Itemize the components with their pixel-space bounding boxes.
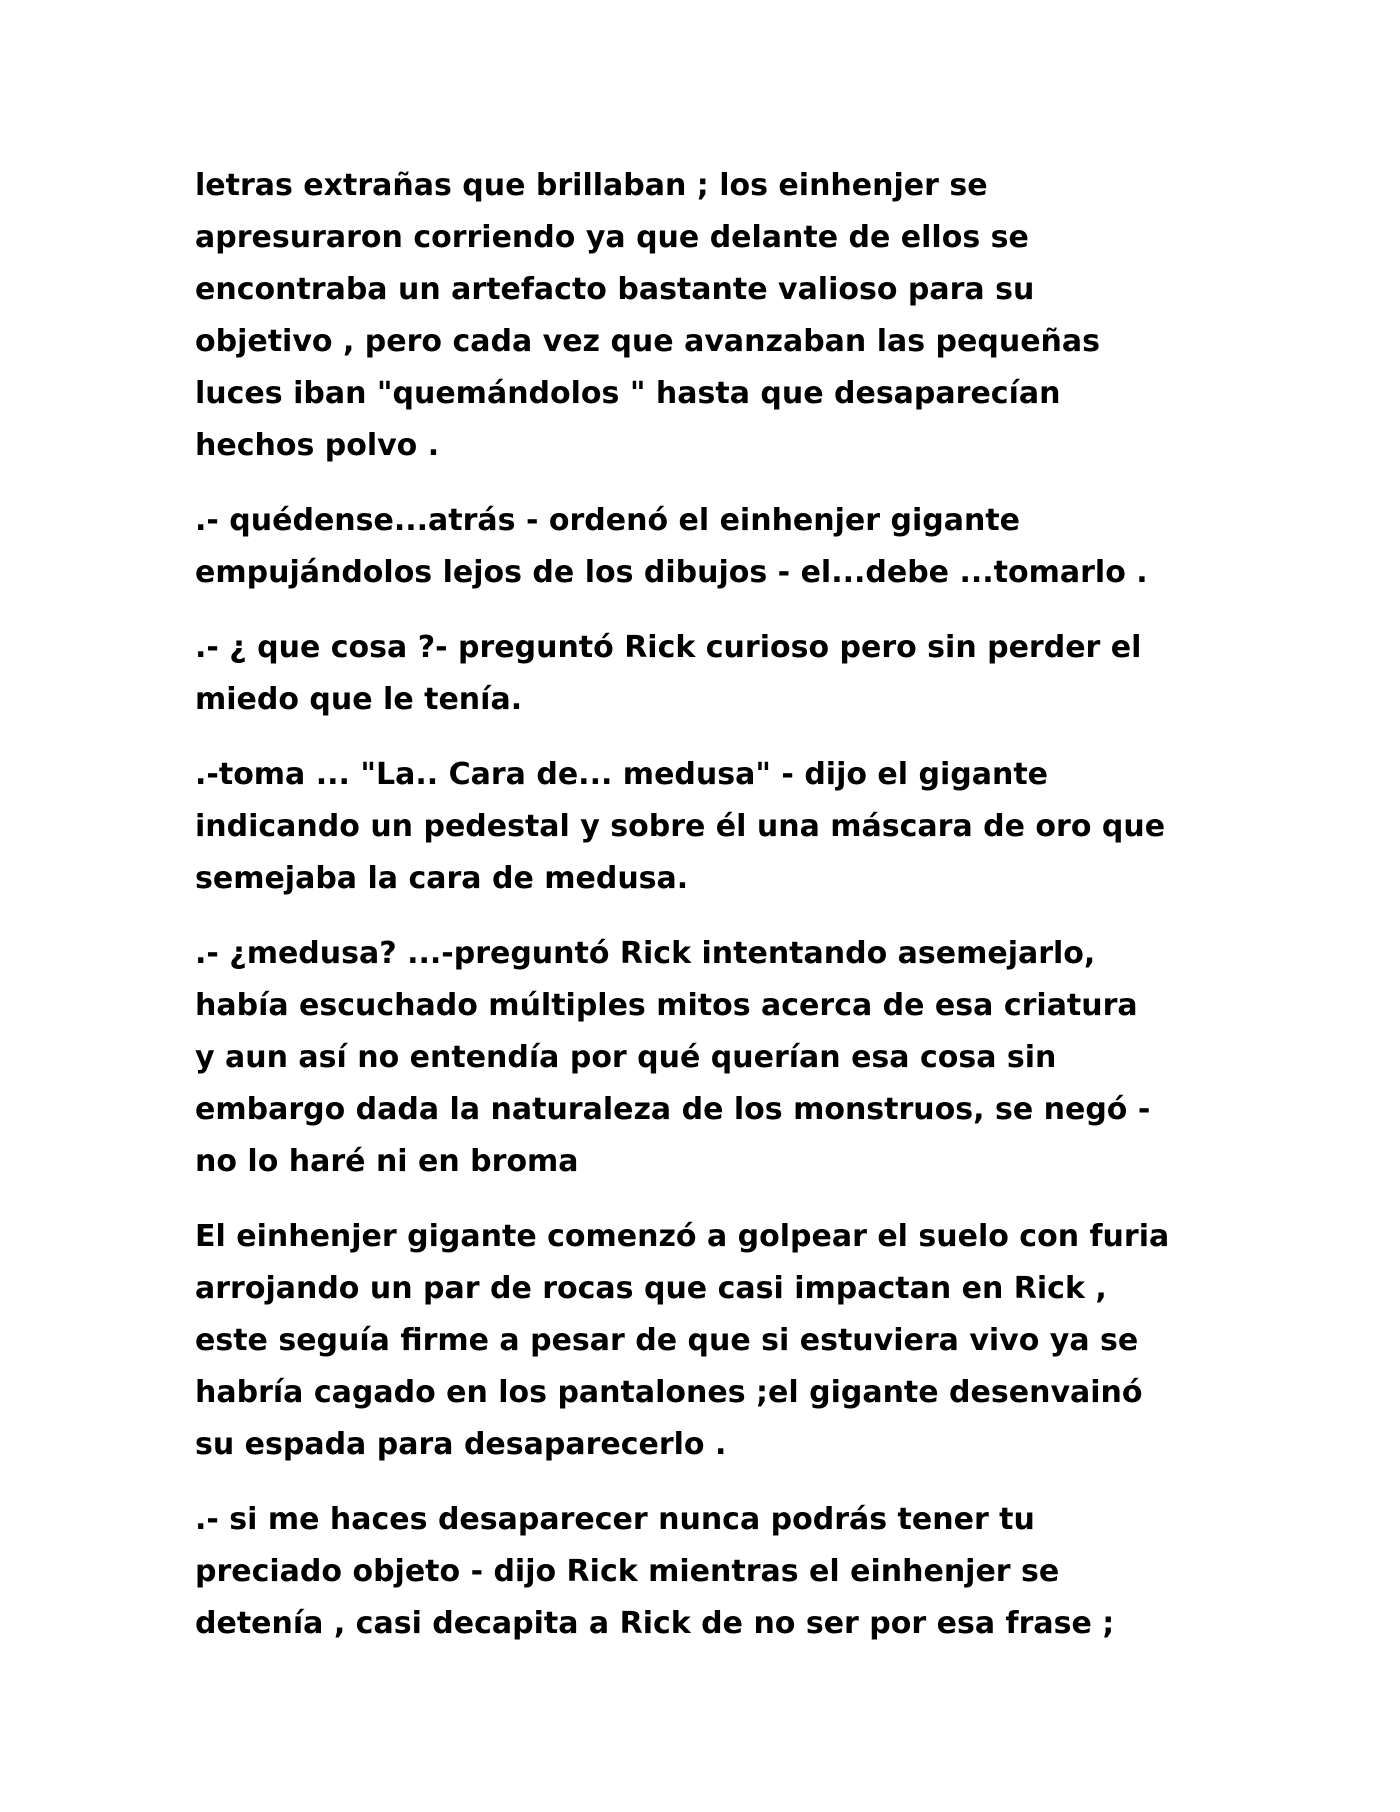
text-line: arrojando un par de rocas que casi impactan en Rick , xyxy=(195,1271,1107,1306)
paragraph-2 xyxy=(195,495,1235,599)
text-line: .-toma ... "La.. Cara de... medusa" - dijo el gigante xyxy=(195,757,1049,792)
text-line: embargo dada la naturaleza de los monstruos, se negó - xyxy=(195,1092,1151,1127)
text-line: empujándolos lejos de los dibujos - el...debe ...tomarlo . xyxy=(195,555,1148,590)
text-line: indicando un pedestal y sobre él una máscara de oro que xyxy=(195,809,1166,844)
document-body xyxy=(195,160,1235,1673)
text-line: encontraba un artefacto bastante valioso para su xyxy=(195,272,1035,307)
paragraph-6 xyxy=(195,1211,1235,1471)
text-line: miedo que le tenía. xyxy=(195,682,523,717)
paragraph-4 xyxy=(195,749,1235,905)
text-line: .- quédense...atrás - ordenó el einhenjer gigante xyxy=(195,503,1021,538)
text-line: hechos polvo . xyxy=(195,428,440,463)
text-line: objetivo , pero cada vez que avanzaban las pequeñas xyxy=(195,324,1100,359)
paragraph-7 xyxy=(195,1494,1235,1650)
text-line: semejaba la cara de medusa. xyxy=(195,861,689,896)
text-line: .- ¿ que cosa ?- preguntó Rick curioso pero sin perder el xyxy=(195,630,1142,665)
text-line: letras extrañas que brillaban ; los einhenjer se xyxy=(195,168,988,203)
text-line: .- si me haces desaparecer nunca podrás tener tu xyxy=(195,1502,1035,1537)
text-line: había escuchado múltiples mitos acerca de esa criatura xyxy=(195,988,1138,1023)
text-line: habría cagado en los pantalones ;el gigante desenvainó xyxy=(195,1375,1143,1410)
text-line: y aun así no entendía por qué querían esa cosa sin xyxy=(195,1040,1057,1075)
paragraph-5 xyxy=(195,928,1235,1188)
text-line: detenía , casi decapita a Rick de no ser por esa frase ; xyxy=(195,1606,1115,1641)
text-line: este seguía firme a pesar de que si estuviera vivo ya se xyxy=(195,1323,1139,1358)
text-line: .- ¿medusa? ...-preguntó Rick intentando asemejarlo, xyxy=(195,936,1096,971)
text-line: El einhenjer gigante comenzó a golpear el suelo con furia xyxy=(195,1219,1170,1254)
text-line: apresuraron corriendo ya que delante de ellos se xyxy=(195,220,1029,255)
text-line: luces iban "quemándolos " hasta que desaparecían xyxy=(195,376,1061,411)
paragraph-1 xyxy=(195,160,1235,472)
text-line: preciado objeto - dijo Rick mientras el einhenjer se xyxy=(195,1554,1060,1589)
text-line: no lo haré ni en broma xyxy=(195,1144,579,1179)
paragraph-3 xyxy=(195,622,1235,726)
text-line: su espada para desaparecerlo . xyxy=(195,1427,727,1462)
